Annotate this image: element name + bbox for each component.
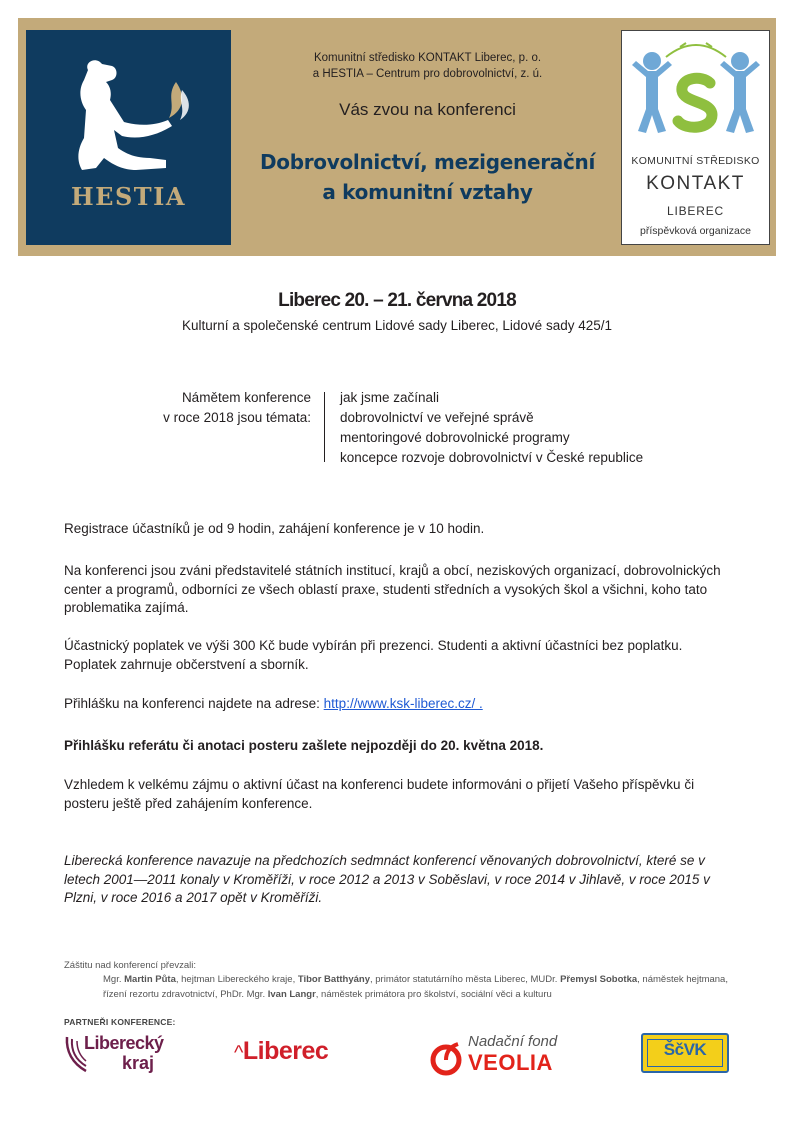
veolia-swirl-icon — [430, 1030, 466, 1078]
registration-paragraph: Registrace účastníků je od 9 hodin, zahájení konference je v 10 hodin. — [64, 521, 485, 536]
topics-label — [100, 388, 311, 428]
topic-item: dobrovolnictví ve veřejné správě — [340, 410, 534, 425]
ksk-logo-line-2: KONTAKT — [646, 173, 745, 194]
history-paragraph: Liberecká konference navazuje na předchozích sedmnáct konferencí věnovaných dobrovolnictví, které se v letech 2001—2011 konaly v Kroměříži, v roce 2012 a 2013 v Soběslavi, v roce 2014 v Jihlavě, v roce 2015 v Plzni, v roce 2016 a 2017 opět v Kroměříži. — [64, 853, 710, 905]
hestia-logo — [26, 30, 231, 245]
veolia-fund-line-1: Nadační fond — [468, 1033, 558, 1050]
topic-item: koncepce rozvoje dobrovolnictví v České republice — [340, 450, 644, 465]
deadline-paragraph: Přihlášku referátu či anotaci posteru zašlete nejpozději do 20. května 2018. — [64, 738, 544, 753]
patron-name: Přemysl Sobotka — [560, 974, 638, 985]
organizers-line-1: Komunitní středisko KONTAKT Liberec, p. o. — [313, 52, 542, 64]
application-paragraph — [64, 695, 734, 714]
topics-divider — [324, 392, 325, 462]
ksk-figures-icon — [622, 31, 771, 156]
patron-role: , primátor statutárního města Liberec, MUDr. — [369, 974, 561, 985]
ksk-logo-line-1: KOMUNITNÍ STŘEDISKO — [631, 155, 760, 167]
topics-label-line-2: v roce 2018 jsou témata: — [163, 410, 311, 425]
application-link[interactable]: http://www.ksk-liberec.cz/ . — [323, 696, 483, 711]
application-text: Přihlášku na konferenci najdete na adrese: — [64, 696, 324, 711]
liberec-logo-mark: ^ — [234, 1042, 243, 1064]
topic-item: mentoringové dobrovolnické programy — [340, 430, 570, 445]
hestia-figure-icon — [26, 30, 231, 245]
conference-title-line-2: a komunitní vztahy — [322, 180, 533, 204]
veolia-fund-line-2: VEOLIA — [468, 1050, 553, 1075]
topic-item: jak jsme začínali — [340, 390, 440, 405]
topics-label-line-1: Námětem konference — [181, 390, 311, 405]
patronage-title: Záštitu nad konferencí převzali: — [64, 960, 197, 971]
scvk-logo — [641, 1033, 729, 1073]
patron-role: , náměstek hejtmana, řízení rezortu zdravotnictví, PhDr. Mgr. — [103, 974, 728, 1000]
liberec-wordmark: Liberec — [242, 1037, 329, 1065]
topics-list — [340, 388, 643, 468]
conference-title-line-1: Dobrovolnictví, mezigenerační — [259, 150, 596, 174]
ksk-logo-line-3: LIBEREC — [667, 204, 724, 218]
patron-name: Tibor Batthyány — [297, 974, 370, 985]
organizers-line-2: a HESTIA – Centrum pro dobrovolnictví, z. ú. — [312, 68, 543, 80]
liberecky-kraj-logo — [64, 1033, 189, 1075]
patronage-text — [103, 972, 743, 1002]
liberecky-kraj-line-2: kraj — [122, 1053, 155, 1073]
patron-role: , náměstek primátora pro školství, sociální věci a kulturu — [315, 989, 552, 1000]
event-venue: Kulturní a společenské centrum Lidové sady Liberec, Lidové sady 425/1 — [181, 318, 612, 333]
patronage-title-prefix: Mgr. — [103, 974, 125, 985]
notice-paragraph: Vzhledem k velkému zájmu o aktivní účast na konferenci budete informováni o přijetí Vašeho příspěvku či posteru ještě před zahájením konference. — [64, 777, 695, 811]
invitation-text: Vás zvou na konferenci — [339, 100, 516, 119]
liberecky-kraj-line-1: Liberecký — [84, 1033, 164, 1053]
fee-paragraph: Účastnický poplatek ve výši 300 Kč bude vybírán při prezenci. Studenti a aktivní účastníci bez poplatku. Poplatek zahrnuje občerstvení a sborník. — [64, 638, 683, 672]
invited-paragraph: Na konferenci jsou zváni představitelé státních institucí, krajů a obcí, neziskových organizací, dobrovolnických center a programů, odborníci ze všech oblastí praxe, studenti středních a vysokých škol a všichni, koho tato problematika zajímá. — [64, 563, 721, 615]
hestia-wordmark: HESTIA — [70, 182, 186, 211]
liberec-logo — [234, 1037, 328, 1066]
scvk-wordmark: ŠčVK — [663, 1040, 707, 1059]
veolia-fund-logo — [430, 1030, 570, 1078]
event-place-date: Liberec 20. – 21. června 2018 — [278, 290, 516, 311]
patron-name: Ivan Langr — [267, 989, 316, 1000]
ksk-kontakt-logo — [621, 30, 770, 245]
patron-name: Martin Půta — [124, 974, 176, 985]
partners-label: PARTNEŘI KONFERENCE: — [64, 1017, 176, 1027]
ksk-logo-line-4: příspěvková organizace — [640, 225, 751, 237]
patron-role: , hejtman Libereckého kraje, — [175, 974, 298, 985]
